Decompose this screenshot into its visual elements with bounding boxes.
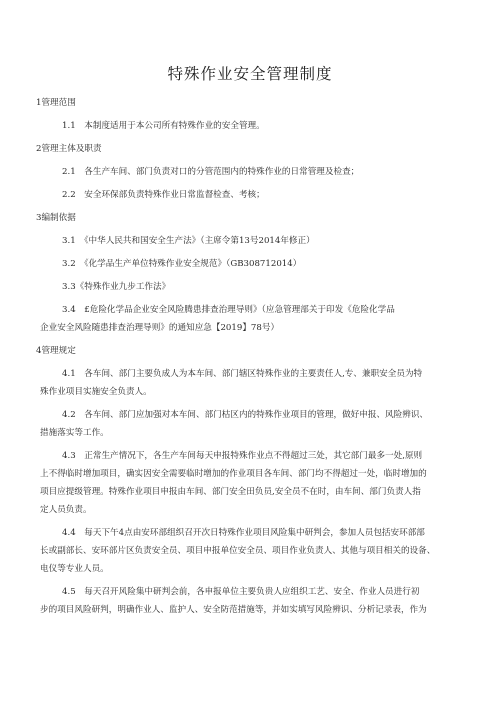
- paragraph-line: 4.3 正常生产情况下，各生产车间每天申报特殊作业点不得超过三处，其它部门最多一处,原则: [62, 451, 423, 461]
- paragraph-line: 4.2 各车间、部门应加强对本车间、部门枯区内的特殊作业项目的管理，做好申报、风险辨识、: [62, 410, 429, 420]
- paragraph-line: 长或副部长、安环部片区负责安全员、项目申报单位安全员、项目作业负责人、其他与项目相关的设备、: [40, 546, 436, 556]
- paragraph-line: 3.2 《化学品生产单位特殊作业安全规范》（GB308712014）: [62, 259, 302, 269]
- paragraph-line: 上不得临时增加项目，确实因安全需要临时增加的作业项目各车间、部门均不得超过一处，临时增加的: [40, 469, 427, 479]
- paragraph-line: 殊作业项目实施安全负责人。: [40, 387, 152, 397]
- document-title: 特殊作业安全管理制度: [167, 65, 333, 83]
- paragraph-line: 4.1 各车间、部门主要负成人为本车间、部门辖区特殊作业的主要责任人,专、兼职安全员为特: [62, 369, 423, 379]
- paragraph-line: 2.1 各生产车间、部门负责对口的分管范围内的特殊作业的日常管理及检查；: [62, 167, 360, 177]
- paragraph-line: 措施落实等工作。: [40, 428, 109, 438]
- paragraph-line: 定人员负责。: [40, 505, 92, 515]
- paragraph-line: 项目应提级管理。特殊作业项目申报由车间、部门安全田负员,安全员不在时，由车间、部门负责人指: [40, 487, 421, 497]
- paragraph-line: 电仪等专业人员。: [40, 564, 109, 574]
- section-heading: 3编制依据: [36, 213, 76, 223]
- section-heading: 2管理主体及职责: [36, 144, 102, 154]
- paragraph-line: 企业安全风险随患排查治理导则》的通知应急【2019】78号）: [40, 323, 280, 333]
- paragraph-line: 1.1 本制度适用于本公司所有特殊作业的安全管理。: [62, 121, 265, 131]
- paragraph-line: 2.2 安全环保部负责特殊作业日常监督检查、考核；: [62, 190, 265, 200]
- paragraph-line: 4.5 每天召开风险集中研判会前，各申报单位主要负贵人应组织工艺、安全、作业人员进行初: [62, 587, 420, 597]
- paragraph-line: 3.1 《中华人民共和国安全生产法》（主席令第13号2014年修正）: [62, 236, 315, 246]
- section-heading: 4管理规定: [36, 346, 76, 356]
- section-heading: 1管理范围: [36, 98, 76, 108]
- paragraph-line: 4.4 每天下午4点由安环部组织召开次日特殊作业项目风险集中研判会，参加人员包括安环部部: [62, 528, 425, 538]
- paragraph-line: 3.3《特殊作业九步工作法》: [62, 282, 171, 292]
- paragraph-line: 3.4 £危险化学品企业安全风险腾患排查治理导则》（应急管理部关于印发《危险化学品: [62, 305, 395, 315]
- paragraph-line: 步的项目风险研判，明确作业人、监护人、安全防范措施等，并如实填写风险辨识、分析记录表，作为: [40, 605, 427, 615]
